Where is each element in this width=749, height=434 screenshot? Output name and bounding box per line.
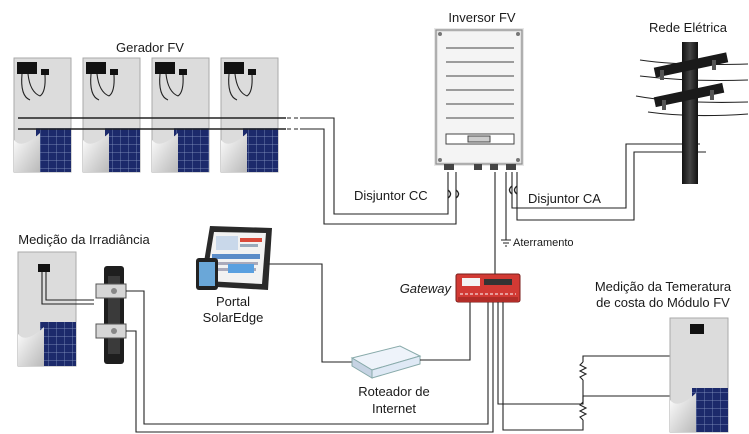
junction-box-icon: [86, 62, 106, 74]
inverter-display-icon: [468, 136, 490, 142]
pv-module-1: [14, 58, 71, 172]
irradiance-label: Medição da Irradiância: [18, 232, 150, 247]
inverter: [436, 30, 522, 170]
ac-breaker-icon: [510, 186, 518, 194]
gateway-device-icon: [456, 274, 520, 302]
module-temperature-sensor: [670, 318, 728, 432]
dc-breaker-label: Disjuntor CC: [354, 188, 428, 203]
router-gateway-link: [420, 300, 470, 360]
ground-icon: [501, 240, 511, 246]
temperature-label-line1: Medição da Temeratura: [594, 279, 732, 294]
temp-wire-a: [498, 302, 583, 404]
junction-box-icon: [224, 62, 244, 74]
junction-box-icon: [17, 62, 37, 74]
router-label-line1: Roteador de: [358, 384, 430, 399]
dc-breaker-icon: [448, 190, 459, 198]
irradiance-wire-1: [126, 291, 488, 424]
sensor-cell-icon: [38, 264, 50, 272]
pv-module-4: [221, 58, 278, 172]
temperature-probe-icon: [690, 324, 704, 334]
ac-breaker-label: Disjuntor CA: [528, 191, 601, 206]
irradiance-wire-2: [126, 298, 493, 432]
junction-box-icon: [155, 62, 175, 74]
portal-router-link: [268, 264, 352, 362]
router-icon: [352, 346, 420, 378]
temperature-label-line2: de costa do Módulo FV: [596, 295, 730, 310]
temp-wire-c: [503, 302, 583, 430]
irradiance-sensor: [18, 252, 94, 366]
utility-pole-icon: [636, 42, 748, 184]
pv-module-2: [83, 58, 140, 172]
portal-label-line1: Portal: [216, 294, 250, 309]
router-label-line2: Internet: [371, 401, 417, 416]
pv-generator-label: Gerador FV: [116, 40, 184, 55]
dc-wire-2: [300, 129, 456, 224]
portal-tablet-icon: [196, 226, 272, 290]
ground-label: Aterramento: [513, 237, 574, 249]
inverter-label: Inversor FV: [448, 10, 516, 25]
pv-module-3: [152, 58, 209, 172]
grid-label: Rede Elétrica: [648, 20, 728, 35]
pv-array: [14, 58, 298, 172]
ac-wire-2: [517, 152, 706, 220]
shunt-meter-icon: [96, 266, 126, 364]
gateway-label: Gateway: [399, 281, 451, 296]
portal-label-line2: SolarEdge: [202, 310, 264, 325]
